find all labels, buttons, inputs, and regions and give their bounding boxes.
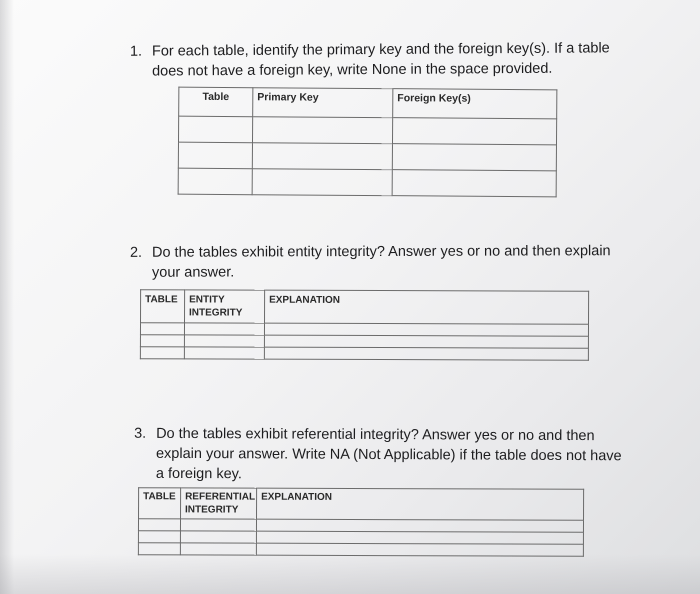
question-3 bbox=[134, 424, 624, 487]
table-cell[interactable] bbox=[252, 169, 392, 196]
table-cell[interactable] bbox=[178, 168, 252, 195]
question-2-text: Do the tables exhibit entity integrity? Answer yes or no and then explain your answer. bbox=[151, 243, 611, 281]
table-cell[interactable] bbox=[138, 519, 180, 531]
table-row bbox=[178, 168, 556, 197]
table-cell[interactable] bbox=[178, 142, 252, 169]
table-cell[interactable] bbox=[180, 531, 256, 543]
table-cell[interactable] bbox=[184, 347, 264, 359]
referential-integrity-table bbox=[138, 487, 584, 557]
entity-integrity-table bbox=[140, 289, 589, 361]
primary-foreign-key-table bbox=[178, 87, 558, 198]
table-cell[interactable] bbox=[140, 347, 184, 359]
question-3-number: 3. bbox=[134, 425, 147, 442]
header-explanation: EXPLANATION bbox=[257, 488, 584, 520]
header-explanation: EXPLANATION bbox=[265, 290, 589, 324]
table-cell[interactable] bbox=[140, 335, 184, 347]
table-cell[interactable] bbox=[256, 531, 583, 544]
table-cell[interactable] bbox=[264, 323, 588, 336]
table-cell[interactable] bbox=[256, 519, 583, 532]
table-cell[interactable] bbox=[184, 335, 264, 347]
table-row bbox=[178, 116, 556, 145]
table-cell[interactable] bbox=[264, 335, 588, 348]
header-entity-integrity: ENTITY INTEGRITY bbox=[185, 290, 265, 323]
table-cell[interactable] bbox=[392, 118, 556, 145]
table-cell[interactable] bbox=[252, 143, 392, 170]
page-edge-shadow bbox=[0, 0, 14, 594]
table-cell[interactable] bbox=[252, 117, 392, 144]
question-1 bbox=[130, 38, 620, 81]
question-2 bbox=[130, 241, 620, 283]
table-row bbox=[140, 347, 588, 361]
table-row bbox=[178, 142, 556, 171]
header-table: TABLE bbox=[139, 488, 181, 519]
header-referential-integrity: REFERENTIAL INTEGRITY bbox=[181, 488, 257, 519]
table-cell[interactable] bbox=[180, 519, 256, 531]
table-cell[interactable] bbox=[392, 144, 556, 171]
table-cell[interactable] bbox=[392, 170, 556, 197]
header-table: TABLE bbox=[141, 290, 185, 323]
table-cell[interactable] bbox=[184, 323, 264, 335]
table-cell[interactable] bbox=[140, 323, 184, 335]
header-foreign-keys: Foreign Key(s) bbox=[393, 89, 557, 119]
question-1-text: For each table, identify the primary key and the foreign key(s). If a table does not have a foreign key, write None in the space provided. bbox=[151, 40, 610, 80]
header-table: Table bbox=[179, 87, 253, 117]
table-cell[interactable] bbox=[264, 347, 588, 360]
page-bottom-shadow bbox=[0, 554, 700, 594]
table-cell[interactable] bbox=[178, 116, 252, 143]
header-primary-key: Primary Key bbox=[253, 88, 393, 118]
question-1-number: 1. bbox=[129, 43, 143, 60]
question-3-text: Do the tables exhibit referential integrity? Answer yes or no and then explain your answer. Write NA (Not Applicable) if the table does not have a foreign key. bbox=[155, 425, 622, 483]
question-2-number: 2. bbox=[129, 244, 143, 261]
table-cell[interactable] bbox=[138, 531, 180, 543]
